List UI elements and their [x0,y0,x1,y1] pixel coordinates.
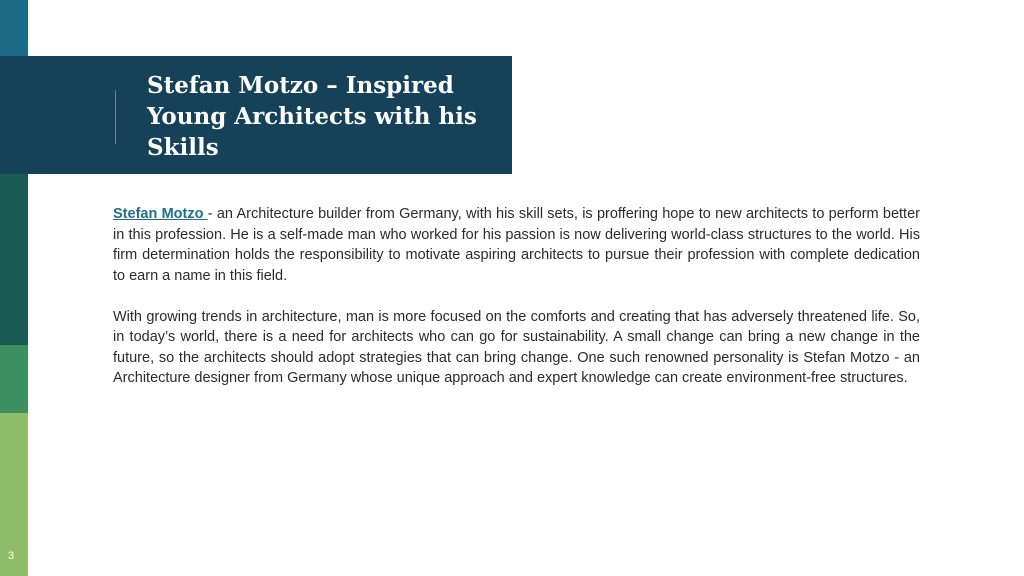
title-banner [0,56,512,174]
paragraph-1 [113,204,920,286]
side-bar-band-3 [0,174,28,345]
slide-number: 3 [8,550,15,562]
body-text [113,204,920,389]
paragraph-2: With growing trends in architecture, man is more focused on the comforts and creating that has adversely threatened life. So, in today’s world, there is a need for architects who can go for sustainability. A small change can bring a new change in the future, so the architects should adopt strategies that can bring change. One such renowned personality is Stefan Motzo - an Architecture designer from Germany whose unique approach and expert knowledge can create environment-free structures. [113,308,920,386]
paragraph-1-text: - an Architecture builder from Germany, with his skill sets, is proffering hope to new architects to perform better in this profession. He is a self-made man who worked for his passion is now delivering world-class structures to the world. His firm determination holds the responsibility to motivate aspiring architects to pursue their profession with complete dedication to earn a name in this field. [113,206,920,284]
title-divider [115,90,116,144]
stefan-motzo-link[interactable]: Stefan Motzo [113,206,208,222]
side-bar-band-1 [0,0,28,56]
slide-title: Stefan Motzo – Inspired Young Architects with his Skills [147,72,477,161]
side-bar-band-4 [0,345,28,413]
